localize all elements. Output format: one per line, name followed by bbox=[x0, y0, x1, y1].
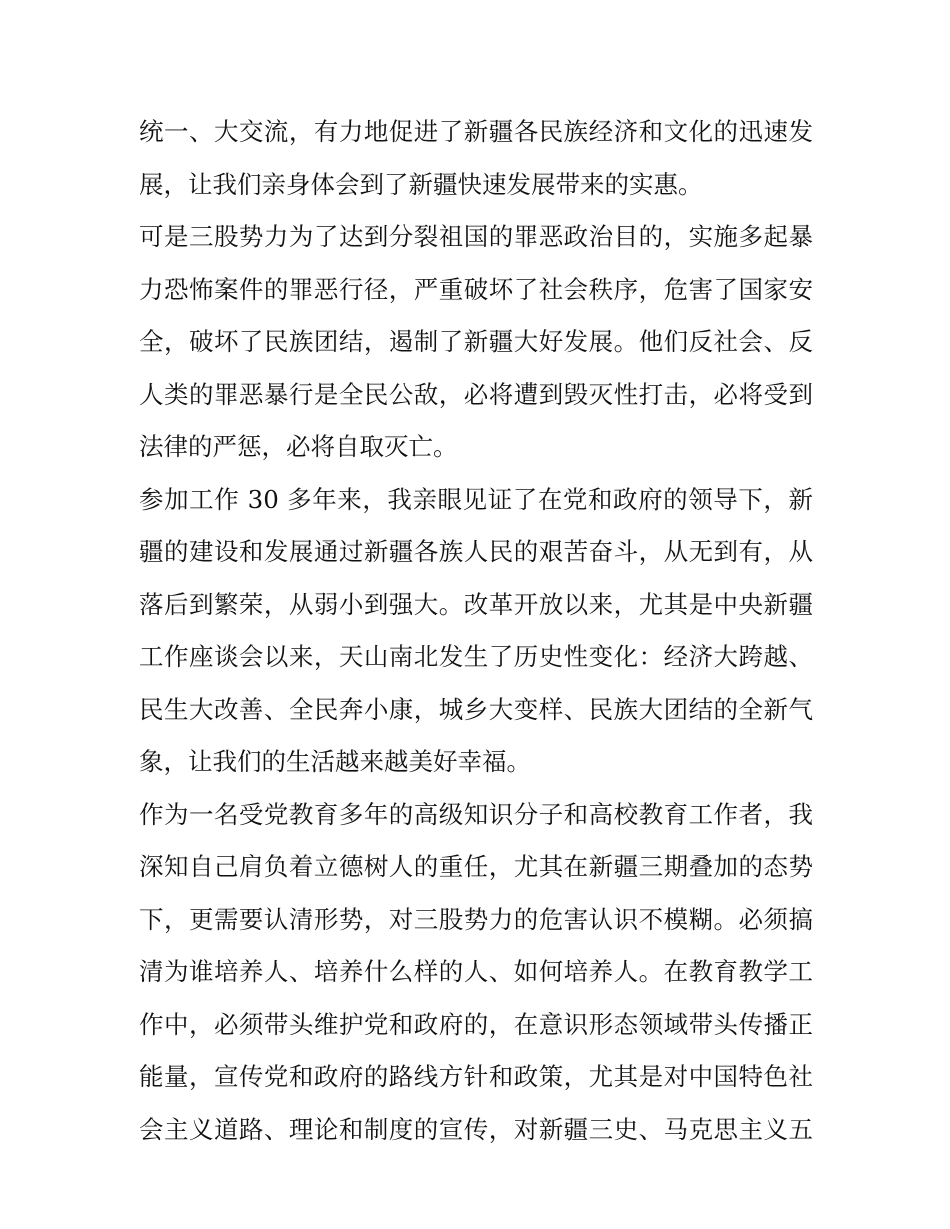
text-line: 参加工作 30 多年来，我亲眼见证了在党和政府的领导下，新 bbox=[139, 484, 813, 514]
text-line: 全，破坏了民族团结，遏制了新疆大好发展。他们反社会、反 bbox=[139, 327, 813, 356]
text-line: 能量，宣传党和政府的路线方针和政策，尤其是对中国特色社 bbox=[139, 1062, 813, 1091]
text-line: 深知自己肩负着立德树人的重任，尤其在新疆三期叠加的态势 bbox=[139, 852, 813, 881]
text-line: 疆的建设和发展通过新疆各族人民的艰苦奋斗，从无到有，从 bbox=[139, 537, 813, 566]
text-line: 工作座谈会以来，天山南北发生了历史性变化：经济大跨越、 bbox=[139, 642, 813, 671]
text-line: 作中，必须带头维护党和政府的，在意识形态领域带头传播正 bbox=[139, 1009, 813, 1039]
text-line: 落后到繁荣，从弱小到强大。改革开放以来，尤其是中央新疆 bbox=[139, 589, 813, 619]
body-text bbox=[139, 106, 813, 1156]
text-line: 会主义道路、理论和制度的宣传，对新疆三史、马克思主义五 bbox=[139, 1114, 813, 1144]
text-line: 可是三股势力为了达到分裂祖国的罪恶政治目的，实施多起暴 bbox=[139, 222, 813, 251]
text-line: 象，让我们的生活越来越美好幸福。 bbox=[139, 747, 531, 776]
text-line: 清为谁培养人、培养什么样的人、如何培养人。在教育教学工 bbox=[139, 957, 813, 986]
text-line: 展，让我们亲身体会到了新疆快速发展带来的实惠。 bbox=[139, 169, 703, 199]
text-line: 人类的罪恶暴行是全民公敌，必将遭到毁灭性打击，必将受到 bbox=[139, 379, 813, 409]
text-line: 作为一名受党教育多年的高级知识分子和高校教育工作者，我 bbox=[139, 799, 813, 829]
text-line: 下，更需要认清形势，对三股势力的危害认识不模糊。必须搞 bbox=[139, 904, 813, 934]
text-line: 法律的严惩，必将自取灭亡。 bbox=[139, 432, 458, 461]
text-line: 力恐怖案件的罪恶行径，严重破坏了社会秩序，危害了国家安 bbox=[139, 274, 813, 304]
text-line: 统一、大交流，有力地促进了新疆各民族经济和文化的迅速发 bbox=[139, 117, 813, 146]
text-line: 民生大改善、全民奔小康，城乡大变样、民族大团结的全新气 bbox=[139, 694, 813, 724]
